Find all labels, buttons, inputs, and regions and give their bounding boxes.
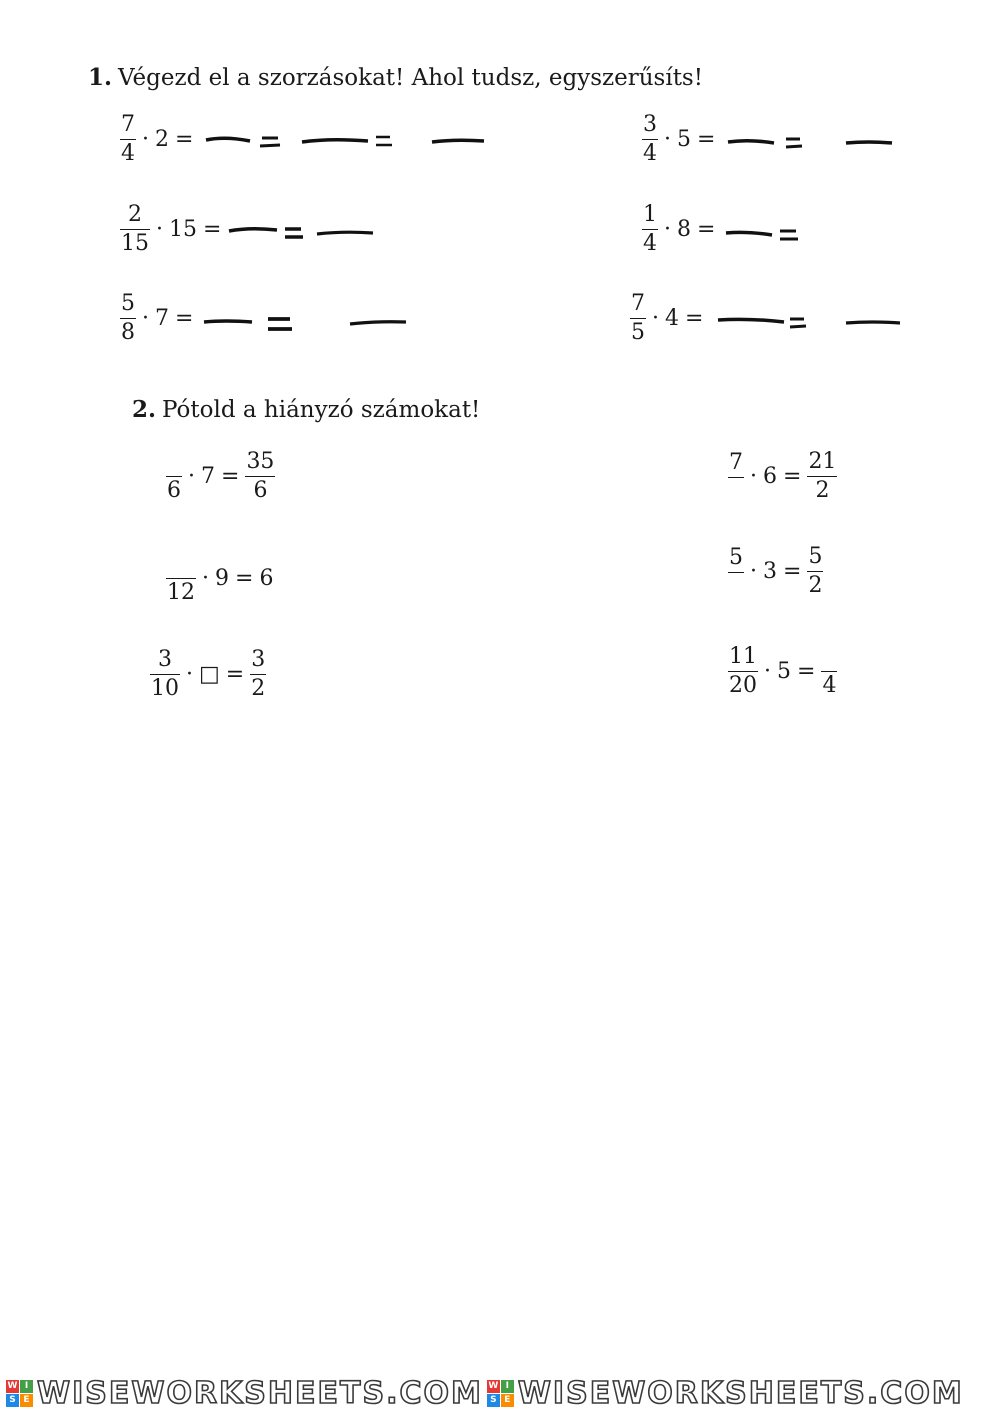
logo-icon: [487, 1380, 514, 1407]
equals-sign: =: [175, 306, 194, 332]
denominator: 15: [121, 231, 149, 257]
numerator: [180, 553, 182, 578]
numerator: 7: [631, 291, 645, 316]
multiply-sign: ·: [750, 559, 757, 585]
multiplier: 7: [155, 306, 169, 332]
logo-tile-w: W: [488, 1381, 499, 1391]
equals-sign: =: [797, 659, 816, 685]
numerator: 11: [729, 644, 757, 669]
logo-tile-s: S: [487, 1394, 500, 1407]
numerator: 3: [643, 112, 657, 137]
denominator: 4: [121, 141, 135, 167]
logo-tile-e: E: [501, 1394, 514, 1407]
result-fraction: [821, 646, 837, 697]
denominator: 20: [729, 673, 757, 699]
answer-scribble: [722, 220, 812, 250]
brand-text: WISEWORKSHEETS.COM: [37, 1375, 483, 1411]
denominator: 2: [808, 573, 823, 599]
logo-tile-s: S: [6, 1394, 19, 1407]
denominator: 2: [815, 478, 830, 504]
equals-sign: =: [203, 217, 222, 243]
denominator: 4: [822, 673, 837, 699]
result-value: 6: [259, 566, 274, 592]
multiplier: 5: [677, 127, 691, 153]
multiply-sign: ·: [764, 659, 771, 685]
equals-sign: =: [235, 566, 254, 592]
multiplier: 8: [677, 217, 691, 243]
answer-scribble: [225, 218, 385, 248]
fraction: [166, 451, 182, 502]
exercise-2b: [728, 451, 837, 502]
multiplier: 9: [215, 566, 229, 592]
exercise-1d: [642, 204, 721, 255]
denominator: 12: [167, 580, 195, 606]
fraction: [166, 553, 196, 604]
logo-tile-w: W: [7, 1381, 18, 1391]
numerator: 35: [246, 449, 275, 474]
denominator: 8: [121, 320, 135, 346]
multiplier: 5: [777, 659, 791, 685]
denominator: [735, 573, 737, 596]
denominator: [735, 478, 737, 501]
logo-tile-i: I: [501, 1380, 514, 1393]
section-1-number: 1.: [88, 64, 113, 91]
multiply-sign: ·: [664, 217, 671, 243]
equals-sign: =: [783, 464, 802, 490]
multiplier: 15: [169, 217, 197, 243]
equals-sign: =: [697, 127, 716, 153]
fraction: [728, 452, 744, 501]
multiply-sign: ·: [156, 217, 163, 243]
section-1-heading: [88, 64, 703, 91]
multiplier: 4: [665, 306, 679, 332]
denominator: 5: [631, 320, 645, 346]
multiply-sign: ·: [142, 127, 149, 153]
fraction: [120, 293, 136, 344]
answer-scribble: [724, 128, 899, 158]
fraction: [642, 204, 658, 255]
section-2-instruction: Pótold a hiányzó számokat!: [162, 397, 481, 423]
exercise-2c: [166, 553, 273, 604]
numerator: 21: [808, 449, 837, 474]
section-2-heading: [132, 396, 480, 423]
section-2-number: 2.: [132, 396, 157, 423]
fraction: [642, 114, 658, 165]
exercise-2f: [728, 646, 837, 697]
equals-sign: =: [221, 464, 240, 490]
brand-logo: [487, 1376, 964, 1411]
numerator: 3: [158, 647, 172, 672]
brand-logo: [6, 1376, 483, 1411]
result-fraction: [245, 451, 275, 502]
numerator: [173, 451, 175, 476]
fraction: [120, 114, 136, 165]
numerator: 1: [643, 202, 657, 227]
fraction: [728, 646, 758, 697]
numerator: 5: [121, 291, 135, 316]
numerator: 5: [808, 544, 823, 569]
equals-sign: =: [685, 306, 704, 332]
numerator: 7: [121, 112, 135, 137]
fraction: [728, 547, 744, 596]
result-fraction: [807, 546, 823, 597]
numerator: [828, 646, 830, 671]
denominator: 6: [253, 478, 268, 504]
fraction: [630, 293, 646, 344]
answer-scribble: [200, 128, 500, 158]
multiply-sign: ·: [186, 662, 193, 688]
exercise-1a: [120, 114, 199, 165]
multiplier: 6: [763, 464, 777, 490]
logo-icon: [6, 1380, 33, 1407]
denominator: 4: [643, 141, 657, 167]
result-fraction: [250, 649, 266, 700]
denominator: 2: [251, 676, 266, 702]
section-1-instruction: Végezd el a szorzásokat! Ahol tudsz, egyszerűsíts!: [118, 65, 703, 91]
multiplier: 3: [763, 559, 777, 585]
exercise-2d: [728, 546, 823, 597]
fraction: [120, 204, 150, 255]
equals-sign: =: [225, 662, 245, 688]
multiply-sign: ·: [750, 464, 757, 490]
multiplier: 2: [155, 127, 169, 153]
multiply-sign: ·: [188, 464, 195, 490]
multiply-sign: ·: [664, 127, 671, 153]
answer-scribble: [714, 308, 904, 338]
result-fraction: [807, 451, 837, 502]
multiply-sign: ·: [202, 566, 209, 592]
footer-watermark: [0, 1376, 1000, 1410]
fraction: [150, 649, 180, 700]
exercise-1b: [642, 114, 721, 165]
missing-value-box: □: [199, 662, 220, 688]
multiply-sign: ·: [652, 306, 659, 332]
denominator: 10: [151, 676, 179, 702]
numerator: 7: [729, 450, 743, 475]
numerator: 2: [128, 202, 142, 227]
denominator: 6: [167, 478, 181, 504]
logo-tile-i: I: [20, 1380, 33, 1393]
numerator: 3: [251, 647, 266, 672]
multiply-sign: ·: [142, 306, 149, 332]
equals-sign: =: [175, 127, 194, 153]
numerator: 5: [729, 545, 743, 570]
exercise-1c: [120, 204, 227, 255]
logo-tile-e: E: [20, 1394, 33, 1407]
exercise-1f: [630, 293, 709, 344]
answer-scribble: [200, 308, 415, 342]
multiplier: 7: [201, 464, 215, 490]
exercise-2a: [166, 451, 275, 502]
brand-text: WISEWORKSHEETS.COM: [517, 1375, 964, 1411]
equals-sign: =: [783, 559, 802, 585]
denominator: 4: [643, 231, 657, 257]
exercise-2e: [150, 649, 266, 700]
equals-sign: =: [697, 217, 716, 243]
exercise-1e: [120, 293, 199, 344]
